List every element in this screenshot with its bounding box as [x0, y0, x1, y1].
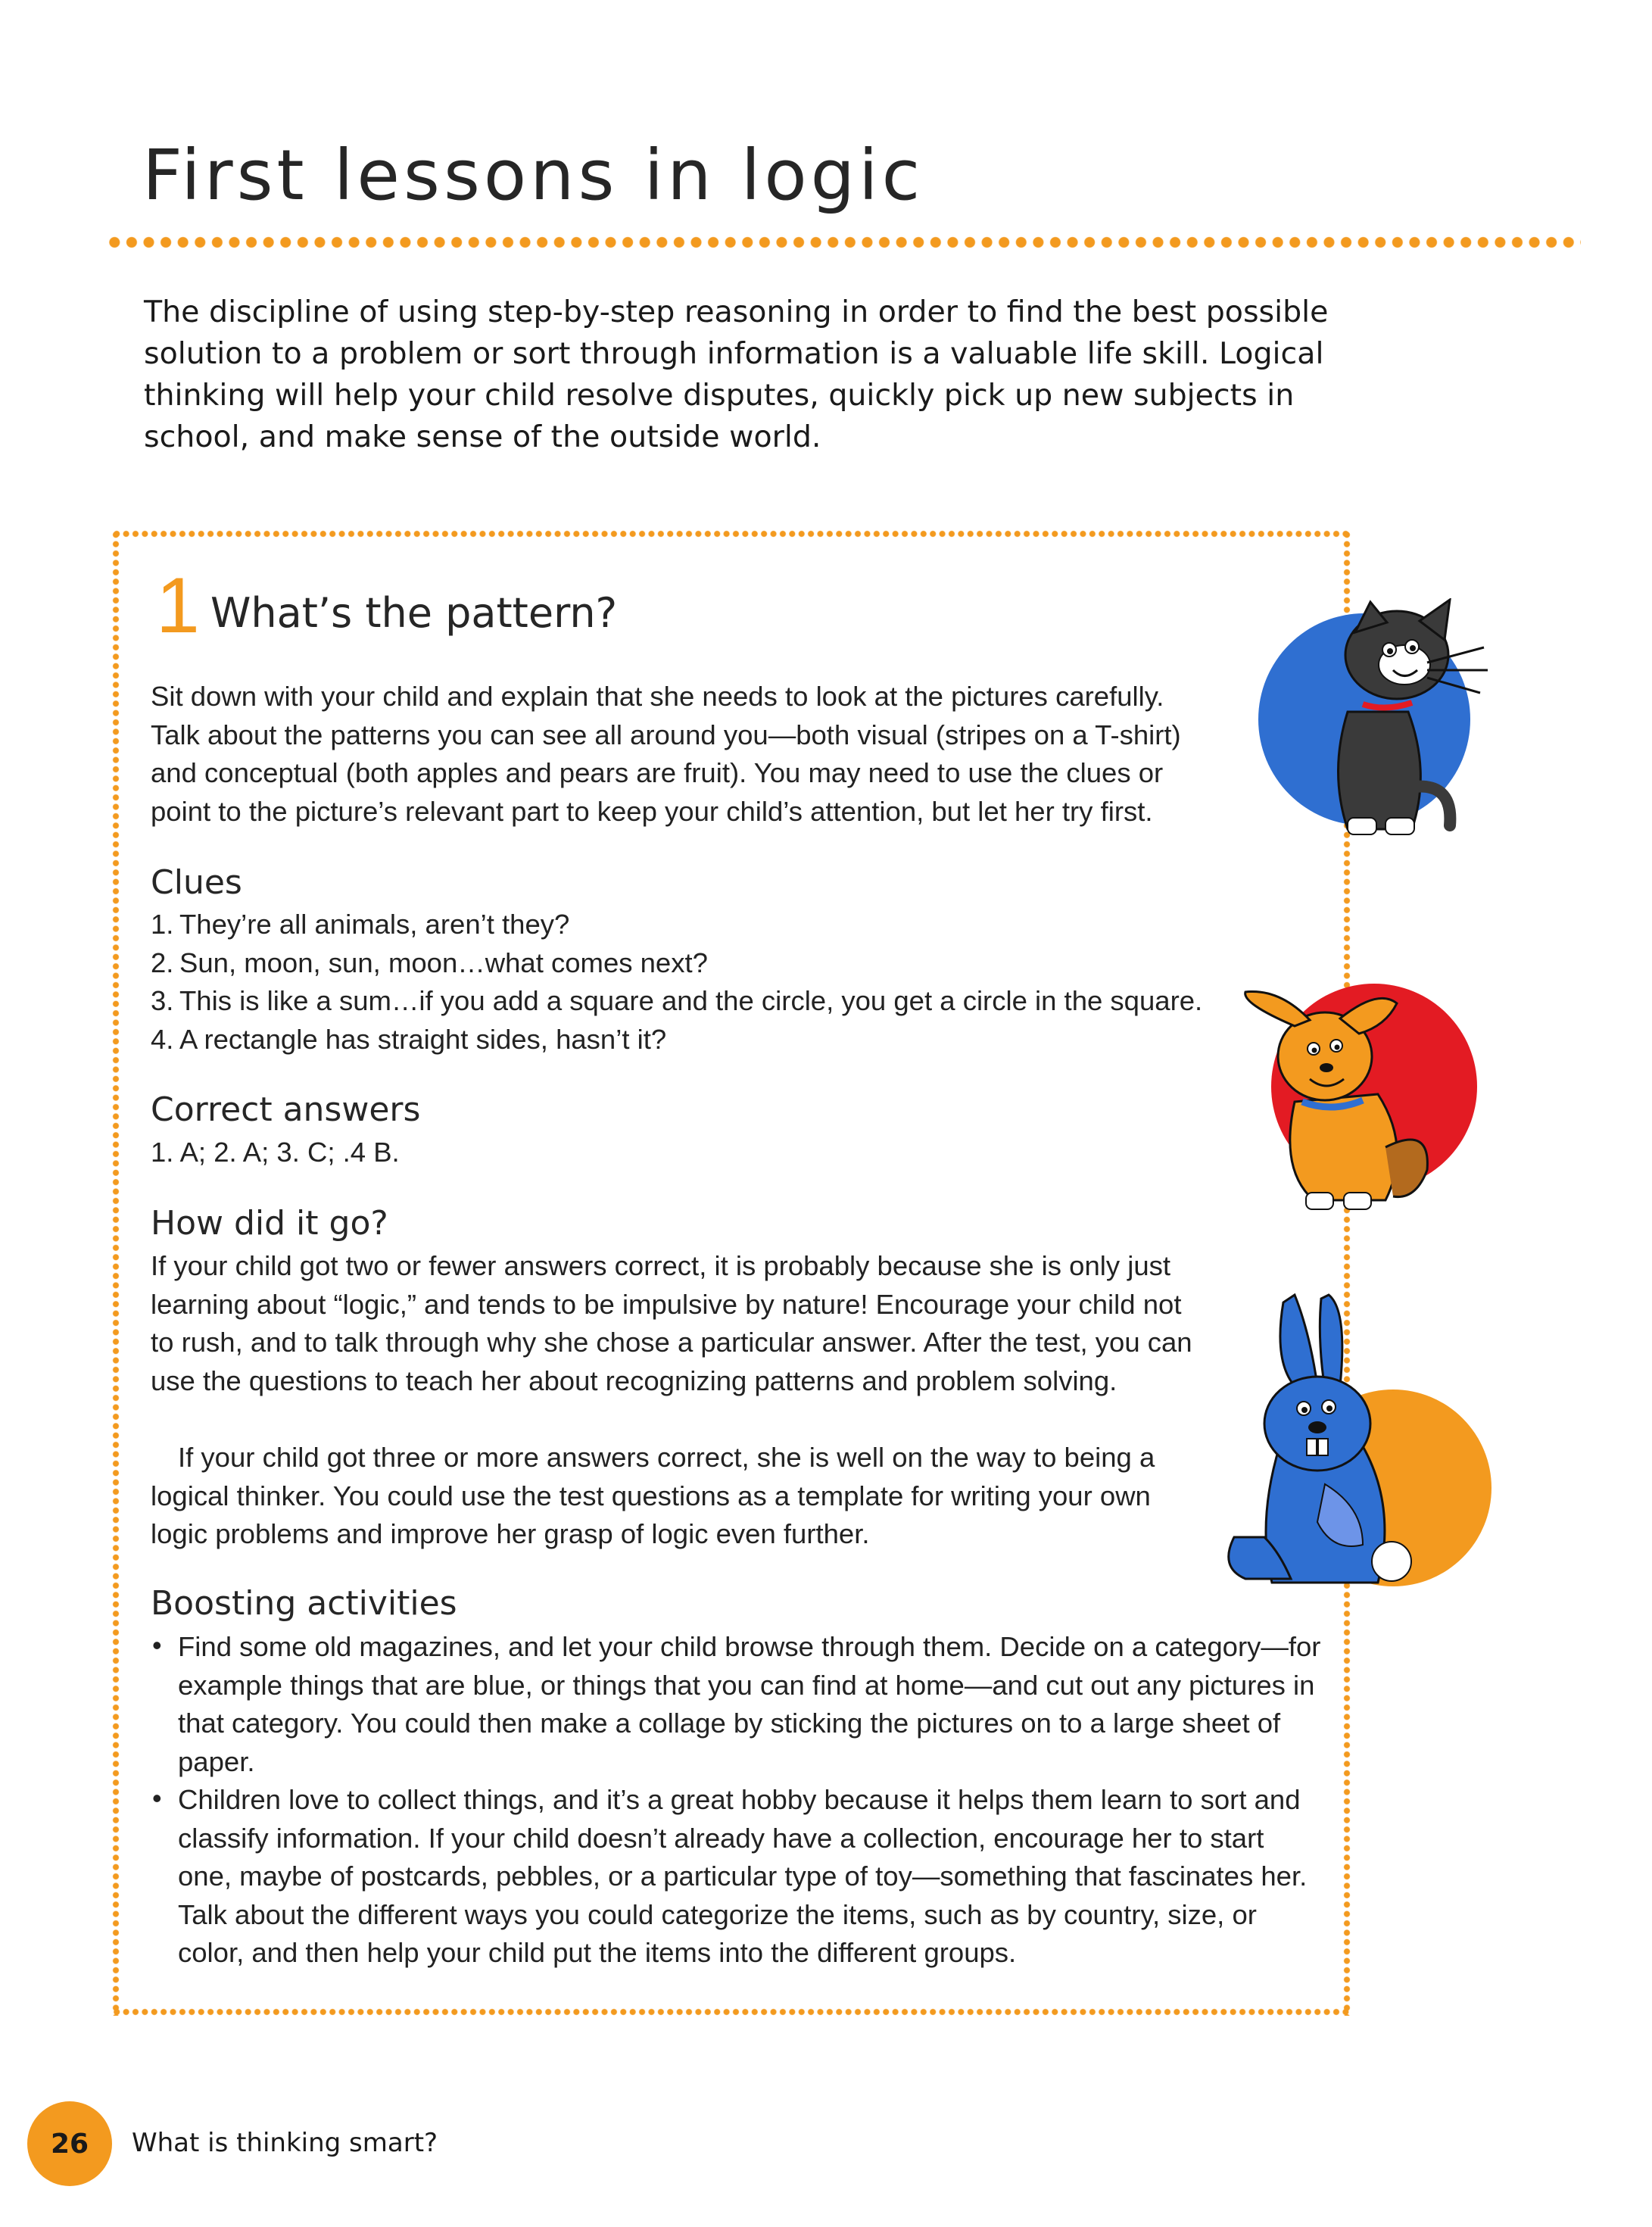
boost-item [151, 1781, 1324, 1973]
cat-illustration [1257, 598, 1514, 848]
answers-heading: Correct answers [151, 1090, 421, 1129]
clues-heading: Clues [151, 863, 242, 902]
clue-number: 4. [151, 1023, 174, 1055]
dog-illustration [1234, 973, 1491, 1223]
clue-item [151, 906, 1256, 944]
box-border-left [112, 530, 120, 2016]
how-paragraph-1: If your child got two or fewer answers correct, it is probably because she is only just learning about “logic,” and tends to be impulsive by nature! Encourage your child not to rush, and to talk through why she chose a particular answer. After the test, you can use the questions to teach her about recognizing patterns and problem solving. [151, 1250, 1192, 1396]
box-border-bottom [112, 2008, 1351, 2016]
section-title: What’s the pattern? [210, 589, 618, 637]
boost-text: Find some old magazines, and let your child browse through them. Decide on a category—for example things that are blue, or things that you can find at home—and cut out any pictures in that category. You could then make a collage by sticking the pictures on to a large sheet of paper. [178, 1631, 1321, 1777]
clue-number: 3. [151, 985, 174, 1016]
clue-text: Sun, moon, sun, moon…what comes next? [179, 947, 708, 978]
clue-text: A rectangle has straight sides, hasn’t it? [179, 1023, 667, 1055]
box-border-top [112, 530, 1351, 538]
boost-text: Children love to collect things, and it’s a great hobby because it helps them learn to sort and classify information. If your child doesn’t already have a collection, encourage her to start one, maybe of postcards, pebbles, or a particular type of toy—something that fascinates her. Talk about the different ways you could categorize the items, such as by country, size, or color, and then help your child put the items into the different groups. [178, 1784, 1308, 1968]
boosting-heading: Boosting activities [151, 1584, 457, 1623]
boosting-list [151, 1628, 1324, 1973]
clue-number: 2. [151, 947, 174, 978]
intro-paragraph: The discipline of using step-by-step reasoning in order to find the best possible solution to a problem or sort through information is a valuable life skill. Logical thinking will help your child resolve disputes, quickly pick up new subjects in school, and make sense of the outside world. [144, 295, 1329, 454]
title-dotted-rule [106, 236, 1581, 248]
bullet: • [152, 1783, 162, 1814]
section-number: 1 [156, 562, 200, 650]
bullet: • [152, 1630, 162, 1661]
page-number-badge: 26 [27, 2101, 112, 2186]
boost-item [151, 1628, 1324, 1781]
clue-item [151, 1021, 1256, 1059]
chapter-title: What is thinking smart? [132, 2128, 438, 2158]
clue-number: 1. [151, 909, 174, 940]
clue-item [151, 982, 1256, 1021]
instructions-paragraph: Sit down with your child and explain that she needs to look at the pictures carefully. Talk about the patterns you can see all around you—both visual (stripes on a T-shirt) and conceptual (both apples and pears are fruit). You may need to use the clues or point to the picture’s relevant part to keep your child’s attention, but let her try first. [151, 681, 1181, 827]
clues-list [151, 906, 1256, 1059]
clue-text: They’re all animals, aren’t they? [179, 909, 570, 940]
page-title: First lessons in logic [142, 135, 924, 216]
how-paragraph-2: If your child got three or more answers correct, she is well on the way to being a logical thinker. You could use the test questions as a template for writing your own logic problems and improve her grasp of logic even further. [151, 1442, 1155, 1549]
clue-item [151, 944, 1256, 983]
rabbit-illustration [1219, 1280, 1499, 1598]
how-heading: How did it go? [151, 1204, 388, 1243]
answers-text: 1. A; 2. A; 3. C; .4 B. [151, 1137, 400, 1168]
clue-text: This is like a sum…if you add a square and the circle, you get a circle in the square. [179, 985, 1203, 1016]
